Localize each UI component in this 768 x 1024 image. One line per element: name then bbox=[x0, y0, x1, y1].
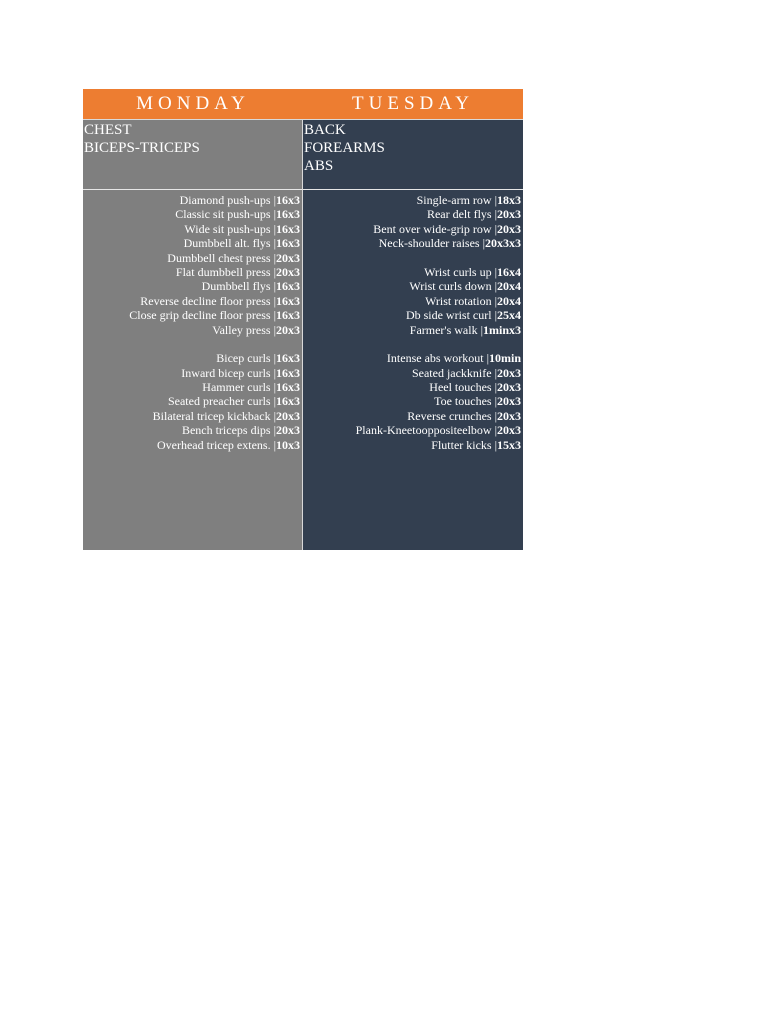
exercise-name: Bench triceps dips bbox=[181, 423, 271, 438]
exercise-reps: 16x3 bbox=[276, 308, 300, 323]
day-header-row bbox=[83, 89, 523, 120]
exercise-separator: | bbox=[491, 380, 497, 395]
exercise-row bbox=[83, 308, 302, 322]
muscle-group-label: FOREARMS bbox=[304, 140, 385, 156]
exercise-separator: | bbox=[270, 221, 276, 236]
tuesday-header: TUESDAY bbox=[352, 93, 474, 114]
exercise-row bbox=[303, 207, 523, 221]
exercise-separator: | bbox=[491, 279, 497, 294]
exercise-name: Heel touches bbox=[429, 380, 492, 395]
exercise-reps: 10x3 bbox=[276, 437, 300, 452]
group-spacer bbox=[303, 337, 523, 351]
exercise-row bbox=[303, 438, 523, 452]
tuesday-exercise-list bbox=[303, 190, 523, 452]
exercise-row bbox=[83, 279, 302, 293]
exercise-separator: | bbox=[491, 408, 497, 423]
exercise-name: Wrist curls down bbox=[409, 279, 492, 294]
workout-schedule-table bbox=[83, 89, 523, 550]
exercise-name: Intense abs workout bbox=[386, 351, 484, 366]
exercise-row bbox=[83, 193, 302, 207]
exercise-reps: 16x3 bbox=[276, 394, 300, 409]
exercise-separator: | bbox=[270, 408, 276, 423]
exercise-reps: 16x3 bbox=[276, 380, 300, 395]
exercise-row bbox=[303, 265, 523, 279]
exercise-separator: | bbox=[491, 193, 497, 207]
exercise-reps: 10min bbox=[488, 351, 521, 366]
exercise-name: Wrist rotation bbox=[425, 293, 492, 308]
exercise-name: Reverse decline floor press bbox=[140, 293, 271, 308]
exercise-row bbox=[303, 351, 523, 365]
exercise-reps: 1minx3 bbox=[482, 322, 521, 337]
exercise-reps: 16x4 bbox=[497, 264, 521, 279]
exercise-row bbox=[83, 207, 302, 221]
exercise-reps: 20x3 bbox=[276, 423, 300, 438]
exercise-reps: 16x3 bbox=[276, 193, 300, 207]
exercise-reps: 20x3 bbox=[276, 264, 300, 279]
exercise-row bbox=[83, 366, 302, 380]
exercise-reps: 20x4 bbox=[497, 279, 521, 294]
exercise-reps: 20x3 bbox=[497, 380, 521, 395]
monday-exercise-list bbox=[83, 190, 302, 452]
exercise-reps: 16x3 bbox=[276, 351, 300, 366]
exercise-separator: | bbox=[270, 308, 276, 323]
exercise-row bbox=[303, 279, 523, 293]
exercise-name: Toe touches bbox=[434, 394, 492, 409]
exercise-separator: | bbox=[270, 236, 276, 251]
exercise-row bbox=[83, 294, 302, 308]
muscle-group-label: BACK bbox=[304, 122, 346, 138]
exercise-name: Wrist curls up bbox=[424, 264, 492, 279]
muscle-group-label: ABS bbox=[304, 158, 334, 174]
exercise-name: Dumbbell chest press bbox=[167, 250, 271, 265]
exercise-name: Seated jackknife bbox=[411, 365, 492, 380]
exercise-reps: 16x3 bbox=[276, 279, 300, 294]
exercise-name: Wide sit push-ups bbox=[184, 221, 271, 236]
exercise-name: Rear delt flys bbox=[426, 207, 492, 222]
exercise-name: Flat dumbbell press bbox=[175, 264, 271, 279]
exercise-name: Db side wrist curl bbox=[405, 308, 492, 323]
exercise-row bbox=[303, 236, 523, 250]
exercise-reps: 16x3 bbox=[276, 221, 300, 236]
exercise-name: Bicep curls bbox=[216, 351, 271, 366]
exercise-name: Plank-Kneetooppositeelbow bbox=[355, 423, 492, 438]
exercise-reps: 18x3 bbox=[497, 193, 521, 207]
exercise-separator: | bbox=[477, 322, 483, 337]
exercise-name: Farmer's walk bbox=[409, 322, 478, 337]
exercise-row bbox=[83, 394, 302, 408]
exercise-row bbox=[83, 222, 302, 236]
exercise-reps: 16x3 bbox=[276, 207, 300, 222]
exercise-row bbox=[303, 380, 523, 394]
exercise-separator: | bbox=[270, 394, 276, 409]
exercise-separator: | bbox=[491, 308, 497, 323]
exercise-row bbox=[303, 323, 523, 337]
monday-header: MONDAY bbox=[136, 93, 250, 114]
exercise-row bbox=[83, 251, 302, 265]
exercise-separator: | bbox=[270, 437, 276, 452]
exercise-reps: 20x3 bbox=[276, 250, 300, 265]
exercise-name: Bent over wide-grip row bbox=[373, 221, 492, 236]
monday-column bbox=[83, 120, 303, 550]
exercise-separator: | bbox=[491, 394, 497, 409]
exercise-reps: 25x4 bbox=[497, 308, 521, 323]
exercise-reps: 15x3 bbox=[497, 437, 521, 452]
exercise-row bbox=[303, 409, 523, 423]
exercise-row bbox=[303, 193, 523, 207]
exercise-separator: | bbox=[491, 423, 497, 438]
exercise-name: Dumbbell flys bbox=[201, 279, 271, 294]
exercise-reps: 20x3 bbox=[497, 394, 521, 409]
exercise-separator: | bbox=[270, 322, 276, 337]
exercise-name: Valley press bbox=[212, 322, 271, 337]
exercise-separator: | bbox=[270, 365, 276, 380]
exercise-name: Single-arm row bbox=[416, 193, 492, 207]
exercise-reps: 16x3 bbox=[276, 365, 300, 380]
exercise-separator: | bbox=[270, 250, 276, 265]
exercise-row bbox=[303, 308, 523, 322]
exercise-row bbox=[83, 438, 302, 452]
exercise-row bbox=[303, 294, 523, 308]
exercise-separator: | bbox=[270, 207, 276, 222]
exercise-row bbox=[83, 409, 302, 423]
exercise-separator: | bbox=[270, 264, 276, 279]
exercise-row bbox=[83, 236, 302, 250]
exercise-separator: | bbox=[270, 193, 276, 207]
tuesday-column bbox=[303, 120, 523, 550]
exercise-separator: | bbox=[270, 380, 276, 395]
exercise-name: Bilateral tricep kickback bbox=[152, 408, 271, 423]
exercise-reps: 16x3 bbox=[276, 293, 300, 308]
exercise-name: Seated preacher curls bbox=[167, 394, 271, 409]
exercise-row bbox=[83, 423, 302, 437]
exercise-name: Neck-shoulder raises bbox=[378, 236, 480, 251]
exercise-reps: 20x3 bbox=[497, 207, 521, 222]
exercise-reps: 20x3x3 bbox=[485, 236, 521, 251]
exercise-name: Close grip decline floor press bbox=[129, 308, 271, 323]
exercise-reps: 20x3 bbox=[276, 322, 300, 337]
exercise-separator: | bbox=[483, 351, 489, 366]
tuesday-muscle-groups bbox=[303, 120, 523, 190]
exercise-reps: 20x3 bbox=[276, 408, 300, 423]
exercise-separator: | bbox=[270, 351, 276, 366]
exercise-separator: | bbox=[479, 236, 485, 251]
exercise-name: Diamond push-ups bbox=[179, 193, 271, 207]
exercise-row bbox=[83, 351, 302, 365]
exercise-name: Inward bicep curls bbox=[181, 365, 271, 380]
exercise-row bbox=[303, 222, 523, 236]
exercise-separator: | bbox=[270, 279, 276, 294]
exercise-reps: 20x3 bbox=[497, 365, 521, 380]
exercise-reps: 20x3 bbox=[497, 423, 521, 438]
day-columns bbox=[83, 120, 523, 550]
exercise-name: Flutter kicks bbox=[431, 437, 492, 452]
group-spacer bbox=[83, 337, 302, 351]
exercise-row bbox=[303, 423, 523, 437]
exercise-row bbox=[303, 366, 523, 380]
exercise-row bbox=[83, 380, 302, 394]
exercise-reps: 20x3 bbox=[497, 221, 521, 236]
exercise-separator: | bbox=[491, 293, 497, 308]
exercise-row bbox=[303, 394, 523, 408]
group-spacer bbox=[303, 251, 523, 265]
exercise-reps: 16x3 bbox=[276, 236, 300, 251]
exercise-separator: | bbox=[270, 423, 276, 438]
exercise-separator: | bbox=[491, 264, 497, 279]
muscle-group-label: CHEST bbox=[84, 122, 132, 138]
exercise-separator: | bbox=[491, 365, 497, 380]
exercise-name: Overhead tricep extens. bbox=[156, 437, 271, 452]
exercise-row bbox=[83, 323, 302, 337]
exercise-reps: 20x4 bbox=[497, 293, 521, 308]
exercise-name: Dumbbell alt. flys bbox=[183, 236, 271, 251]
exercise-separator: | bbox=[491, 221, 497, 236]
exercise-name: Reverse crunches bbox=[407, 408, 492, 423]
exercise-separator: | bbox=[491, 437, 497, 452]
exercise-separator: | bbox=[491, 207, 497, 222]
exercise-reps: 20x3 bbox=[497, 408, 521, 423]
exercise-row bbox=[83, 265, 302, 279]
exercise-separator: | bbox=[270, 293, 276, 308]
exercise-name: Classic sit push-ups bbox=[175, 207, 271, 222]
muscle-group-label: BICEPS-TRICEPS bbox=[84, 140, 200, 156]
monday-muscle-groups bbox=[83, 120, 302, 190]
exercise-name: Hammer curls bbox=[202, 380, 271, 395]
